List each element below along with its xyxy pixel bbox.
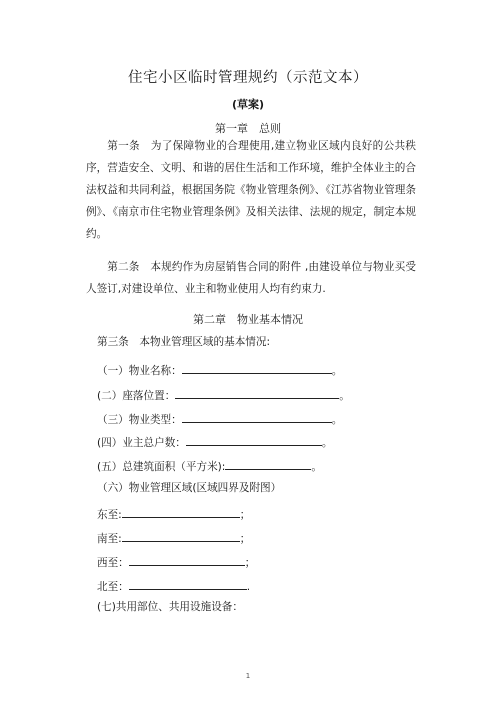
field-end: 。 [339,390,350,402]
field-common-facilities: (七)共用部位、共用设施设备： [97,601,243,613]
chapter-heading-1: 第一章 总则 [215,122,281,135]
fill-blank [186,433,322,446]
field-label: （一）物业名称： [97,365,182,377]
field-south [97,529,250,546]
field-east [97,505,250,522]
field-label: 西至： [97,557,129,569]
field-property-name [97,361,342,378]
page-number: 1 [245,672,251,680]
field-end: 。 [331,414,343,426]
field-total-area [97,457,322,474]
field-label: (五）总建筑面积（平方米): [97,461,226,473]
field-label: 北至： [97,581,129,593]
fill-blank [122,505,240,518]
field-end: . [246,581,251,593]
article-1: 第一条 为了保障物业的合理使用,建立物业区域内良好的公共秩序，营造安全、文明、和谐的居住生活和工作环境，维护全体业主的合法权益和共同利益，根据国务院《物业管理条例》、《江苏省物业管理条例》、《南京市住宅物业管理条例》及相关法律、法规的规定，制定本规约。 [86,140,416,240]
article-2: 第二条 本规约作为房屋销售合同的附件 ,由建设单位与物业买受人签订,对建设单位、业主和物业使用人均有约束力. [86,261,416,295]
field-label: 南至: [97,533,122,545]
chapter-heading-2: 第二章 物业基本情况 [193,313,303,326]
field-end: 。 [321,437,333,449]
field-west [97,553,255,570]
field-label: （三）物业类型： [97,414,182,426]
field-region: （六）物业管理区域(区域四界及附图） [97,482,282,494]
field-households [97,433,332,450]
field-end: ； [239,533,251,545]
article-3: 第三条 本物业管理区域的基本情况: [97,336,271,348]
field-end: 。 [311,461,322,473]
fill-blank [182,410,332,423]
field-label: (四）业主总户数： [97,437,186,449]
document-title: 住宅小区临时管理规约（示范文本） [128,70,368,86]
document-subtitle: (草案) [231,98,265,111]
fill-blank [225,457,311,470]
field-label: 东至: [97,509,122,521]
fill-blank [175,386,339,399]
fill-blank [129,577,247,590]
field-end: ； [239,509,251,521]
fill-blank [122,529,240,542]
field-property-type [97,410,342,427]
field-end: ； [244,557,256,569]
fill-blank [182,361,332,374]
field-end: 。 [331,365,343,377]
field-label: (二）座落位置： [97,390,176,402]
field-north [97,577,250,594]
field-location [97,386,350,403]
fill-blank [129,553,245,566]
